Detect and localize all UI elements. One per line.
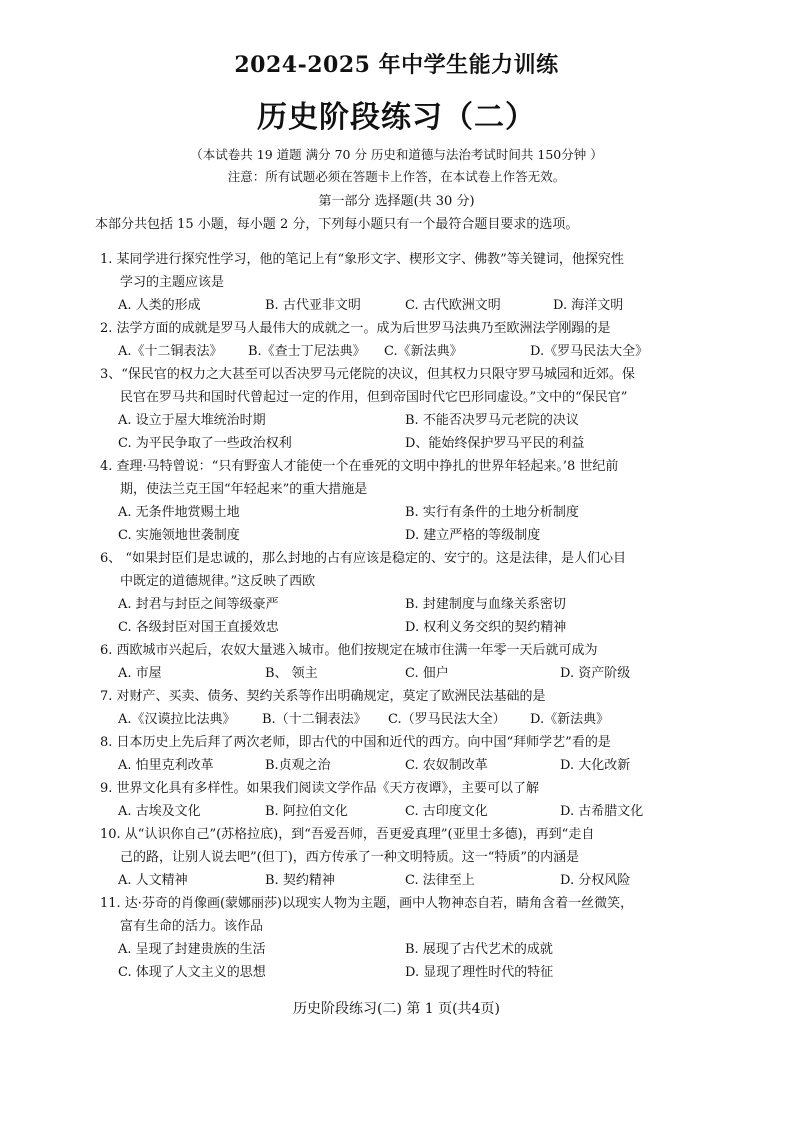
option-a: A. 怕里克利改革: [118, 758, 214, 773]
option-a: A. 无条件地赏赐土地: [118, 505, 240, 520]
exam-notice: 注意：所有试题必须在答题卡上作答，在本试卷上作答无效。: [227, 169, 566, 184]
option-d: D. 分权风险: [560, 873, 631, 888]
option-d: D. 显现了理性时代的特征: [405, 965, 554, 980]
question-text: 中既定的道德规律。”这反映了西欧: [120, 574, 316, 589]
option-d: D. 资产阶级: [560, 666, 631, 681]
option-b: B. 古代亚非文明: [265, 298, 361, 313]
option-c: C.（罗马民法大全）: [388, 712, 506, 727]
option-d: D. 建立严格的等级制度: [405, 528, 541, 543]
option-c: C. 古印度文化: [405, 804, 488, 819]
option-a: A. 呈现了封建贵族的生活: [118, 942, 266, 957]
question-text: 学习的主题应该是: [120, 275, 225, 290]
question-text: 10. 从“认识你自己”(苏格拉底)，到“吾爱吾师，吾更爱真理”(亚里士多德)，再到“走自: [100, 827, 595, 842]
option-d: D. 古希腊文化: [560, 804, 644, 819]
option-d: D、能始终保护罗马平民的利益: [405, 436, 585, 451]
option-b: B.（十二铜表法》: [262, 712, 367, 727]
question-text: 己的路，让别人说去吧”(但丁)，西方传承了一种文明特质。这一“特质”的内涵是: [120, 850, 580, 865]
exam-title: 2024-2025 年中学生能力训练: [234, 52, 559, 78]
option-c: C. 为平民争取了一些政治权利: [118, 436, 292, 451]
option-c: C.《新法典》: [384, 344, 463, 359]
option-a: A. 封君与封臣之间等级豪严: [118, 597, 279, 612]
option-b: B. 实行有条件的土地分析制度: [405, 505, 579, 520]
question-text: 期，使法兰克王国“年轻起来”的重大措施是: [120, 482, 368, 497]
option-b: B、 领主: [265, 666, 318, 681]
exam-info: （本试卷共 19 道题 满分 70 分 历史和道德与法治考试时间共 150分钟 ）: [190, 147, 603, 162]
question-text: 11. 达·芬奇的肖像画(蒙娜丽莎)以现实人物为主题，画中人物神态自若，睛角含着一丝微笑，: [100, 896, 634, 911]
option-c: C. 佃户: [405, 666, 449, 681]
option-a: A.《汉谟拉比法典》: [118, 712, 236, 727]
question-text: 9. 世界文化具有多样性。如果我们阅读文学作品《天方夜谭》，主要可以了解: [100, 781, 540, 796]
option-a: A. 人文精神: [118, 873, 188, 888]
option-c: C. 实施领地世袭制度: [118, 528, 240, 543]
option-b: B. 封建制度与血缘关系密切: [405, 597, 566, 612]
question-text: 富有生命的活力。该作品: [120, 919, 264, 934]
option-b: B. 展现了古代艺术的成就: [405, 942, 553, 957]
option-a: A. 市屋: [118, 666, 162, 681]
question-text: 7. 对财产、买卖、债务、契约关系等作出明确规定，莫定了欧洲民法基础的是: [100, 689, 546, 704]
question-text: 6、 “如果封臣们是忠诚的，那么封地的占有应该是稳定的、安宁的。这是法律，是人们心目: [100, 551, 627, 566]
option-b: B. 阿拉伯文化: [265, 804, 348, 819]
option-b: B.贞观之治: [265, 758, 331, 773]
option-b: B. 契约精神: [265, 873, 335, 888]
option-a: A. 古埃及文化: [118, 804, 201, 819]
question-text: 民官在罗马共和国时代曾起过一定的作用，但到帝国时代它巴形同虚设。”文中的“保民官”: [120, 390, 628, 405]
option-d: D.《新法典》: [530, 712, 610, 727]
question-text: 4. 查理·马特曾说：“只有野蛮人才能使一个在垂死的文明中挣扎的世界年轻起来。’8 世纪前: [100, 459, 619, 474]
section-intro: 本部分共包括 15 小题，每小题 2 分，下列每小题只有一个最符合题目要求的选项。: [95, 217, 579, 232]
option-c: C. 古代欧洲文明: [405, 298, 501, 313]
option-d: D. 权利义务交织的契约精神: [405, 620, 567, 635]
option-b: B.《查士丁尼法典》: [248, 344, 366, 359]
option-b: B. 不能否决罗马元老院的决议: [405, 413, 579, 428]
question-text: 2. 法学方面的成就是罗马人最伟大的成就之一。成为后世罗马法典乃至欧洲法学刚蹋的是: [100, 321, 611, 336]
question-text: 8. 日本历史上先后拜了两次老师，即古代的中国和近代的西方。向中国“拜师学艺”看的是: [100, 735, 611, 750]
option-d: D. 大化改新: [560, 758, 631, 773]
section-title: 第一部分 选择题(共 30 分): [318, 194, 475, 209]
option-c: C. 法律至上: [405, 873, 475, 888]
exam-subtitle: 历史阶段练习（二）: [257, 100, 536, 135]
question-text: 6. 西欧城市兴起后，农奴大量逃入城市。他们按规定在城市住满一年零一天后就可成为: [100, 643, 598, 658]
question-text: 1. 某同学进行探究性学习，他的笔记上有“象形文字、楔形文字、佛教”等关键词，他探究性: [100, 252, 624, 267]
option-a: A.《十二铜表法》: [118, 344, 223, 359]
option-d: D.《罗马民法大全》: [530, 344, 649, 359]
page-footer: 历史阶段练习(二) 第 1 页(共4页): [292, 1001, 500, 1017]
option-a: A. 人类的形成: [118, 298, 201, 313]
option-c: C. 各级封臣对国王直援效忠: [118, 620, 279, 635]
option-c: C. 体现了人文主义的思想: [118, 965, 266, 980]
question-text: 3、“保民官的权力之大甚至可以否决罗马元佬院的决议，但其权力只限守罗马城园和近郊。保: [100, 367, 635, 382]
option-c: C. 农奴制改革: [405, 758, 488, 773]
option-d: D. 海洋文明: [553, 298, 624, 313]
option-a: A. 设立于屋大堆统治时期: [118, 413, 266, 428]
